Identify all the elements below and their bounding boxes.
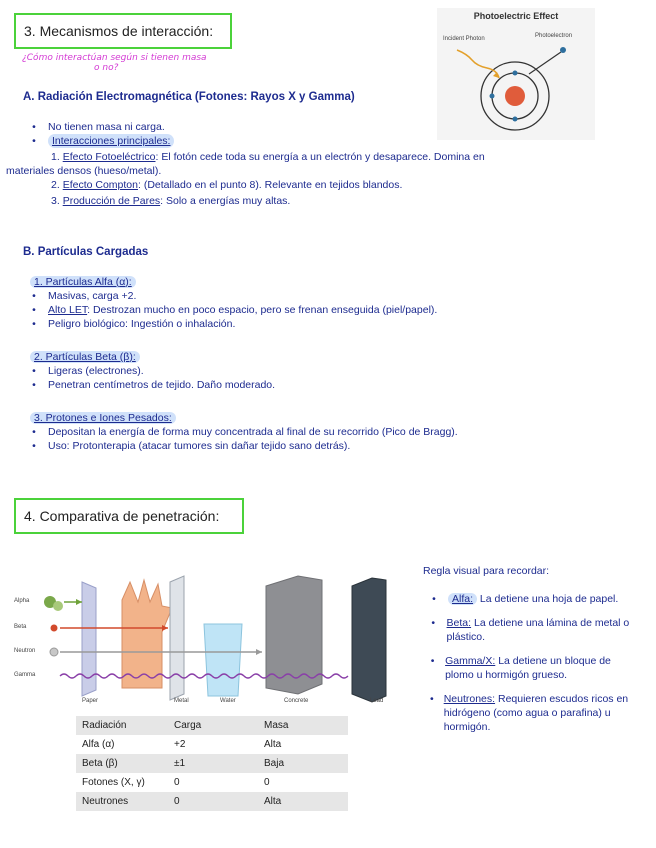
radiation-table	[76, 716, 348, 811]
rule-title: Regla visual para recordar:	[423, 565, 550, 577]
gamma-label: Gamma	[14, 672, 36, 678]
pair-production-link[interactable]: Producción de Pares	[62, 195, 161, 207]
rule-item: • Gamma/X: La detiene un bloque de plomo u hormigón grueso.	[430, 655, 611, 681]
table-row	[76, 754, 348, 773]
rule-item: • Neutrones: Requieren escudos ricos en hidrógeno (como agua o parafina) u hormigón.	[430, 693, 629, 733]
table-cell: Alta	[264, 739, 282, 750]
table-cell: Alfa (α)	[82, 739, 115, 750]
table-row	[76, 735, 348, 754]
metal-label: Metal	[174, 698, 189, 704]
section-b-heading: B. Partículas Cargadas	[23, 246, 149, 258]
beta-title: 2. Partículas Beta (β):	[30, 350, 630, 364]
interaction-1-text: : El fotón cede toda su energía a un electrón y desaparece. Domina en	[155, 151, 485, 163]
table-cell: Alta	[258, 792, 348, 811]
paper-label: Paper	[82, 698, 99, 704]
interaction-1-cont: materiales densos (hueso/metal).	[6, 165, 162, 177]
penetration-illustration	[12, 572, 407, 710]
rule-alfa-key: Alfa:	[448, 593, 477, 605]
header-cell: Radiación	[76, 716, 168, 735]
protons-title: 3. Protones e Iones Pesados:	[30, 411, 630, 425]
list-item: • Penetran centímetros de tejido. Daño moderado.	[32, 379, 276, 391]
photoelectric-link[interactable]: Efecto Fotoeléctrico	[62, 151, 156, 163]
rule-item: • Alfa: La detiene una hoja de papel.	[432, 593, 619, 605]
rule-list	[430, 592, 630, 734]
list-item: • No tienen masa ni carga.	[32, 121, 165, 133]
rule-gamma-key: Gamma/X:	[445, 655, 496, 667]
section-4-title: 4. Comparativa de penetración:	[24, 508, 220, 524]
beta-block	[30, 350, 630, 392]
list-item: • Uso: Protonterapia (atacar tumores sin dañar tejido sano detrás).	[32, 440, 351, 452]
table-cell: ±1	[168, 754, 258, 773]
list-item: • Ligeras (electrones).	[32, 365, 144, 377]
compton-link[interactable]: Efecto Compton	[62, 179, 138, 191]
interaction-3-num: 3.	[51, 195, 60, 207]
interaction-3	[51, 194, 631, 208]
table-header	[76, 716, 348, 735]
rule-beta-key: Beta:	[446, 617, 472, 629]
alpha-label: Alpha	[14, 598, 30, 604]
water-label: Water	[220, 698, 236, 704]
interaction-1-num: 1.	[51, 151, 60, 163]
section-4-title-box	[14, 498, 244, 534]
header-cell: Carga	[168, 716, 258, 735]
lead-label: Lead	[370, 698, 384, 704]
rule-neutron-key: Neutrones:	[443, 693, 496, 705]
table-cell: Baja	[258, 754, 348, 773]
alpha-symbol: α	[119, 276, 126, 288]
photoelectron-label: Photoelectron	[535, 33, 573, 39]
table-cell: Beta (β)	[76, 754, 168, 773]
handwritten-note	[22, 53, 262, 73]
list-item: • Depositan la energía de forma muy concentrada al final de su recorrido (Pico de Bragg).	[32, 426, 458, 438]
photoelectric-title: Photoelectric Effect	[473, 11, 559, 21]
interaction-3-text: : Solo a energías muy altas.	[160, 195, 291, 207]
beta-symbol: β	[123, 351, 130, 363]
alfa-title: 1. Partículas Alfa (α):	[30, 275, 630, 289]
table-cell: 0	[168, 792, 258, 811]
list-item: • Peligro biológico: Ingestión o inhalación.	[32, 318, 236, 330]
protons-block	[30, 411, 630, 453]
rule-item: • Beta: La detiene una lámina de metal o plástico.	[431, 617, 630, 643]
handwritten-note-line1: ¿Cómo interactúan según si tienen masa	[22, 53, 207, 63]
list-item: • Alto LET: Destrozan mucho en poco espacio, pero se frenan enseguida (piel/papel).	[32, 304, 438, 316]
interaction-2-num: 2.	[51, 179, 60, 191]
penetration-figure	[12, 572, 407, 710]
list-item: • Interacciones principales:	[30, 134, 630, 148]
section-3-title-box	[14, 13, 232, 49]
alfa-block	[30, 275, 630, 331]
interaction-2-text: : (Detallado en el punto 8). Relevante en tejidos blandos.	[137, 179, 403, 191]
table-row	[76, 792, 348, 811]
interaction-2	[51, 178, 631, 192]
interaction-1	[23, 150, 633, 164]
handwritten-note-line2: o no?	[94, 63, 119, 73]
neutron-label: Neutron	[14, 648, 36, 654]
section-a-list	[30, 120, 630, 148]
main-interactions-text: Interacciones principales:	[48, 134, 174, 148]
table-cell: 0	[264, 777, 270, 788]
table-cell: Neutrones	[76, 792, 168, 811]
table-row	[76, 773, 348, 792]
list-item: • Masivas, carga +2.	[32, 290, 137, 302]
alto-let-link[interactable]: Alto LET	[48, 304, 88, 316]
section-3-title: 3. Mecanismos de interacción:	[24, 23, 214, 39]
table-cell: Fotones (X, γ)	[82, 777, 145, 788]
table-cell: 0	[174, 777, 180, 788]
header-cell: Masa	[258, 716, 348, 735]
beta-label: Beta	[14, 624, 27, 630]
no-mass-text: No tienen masa ni carga.	[48, 121, 165, 133]
incident-photon-label: Incident Photon	[443, 36, 485, 42]
concrete-label: Concrete	[284, 698, 309, 704]
section-a-heading: A. Radiación Electromagnética (Fotones: Rayos X y Gamma)	[23, 91, 355, 103]
table-cell: +2	[174, 739, 186, 750]
